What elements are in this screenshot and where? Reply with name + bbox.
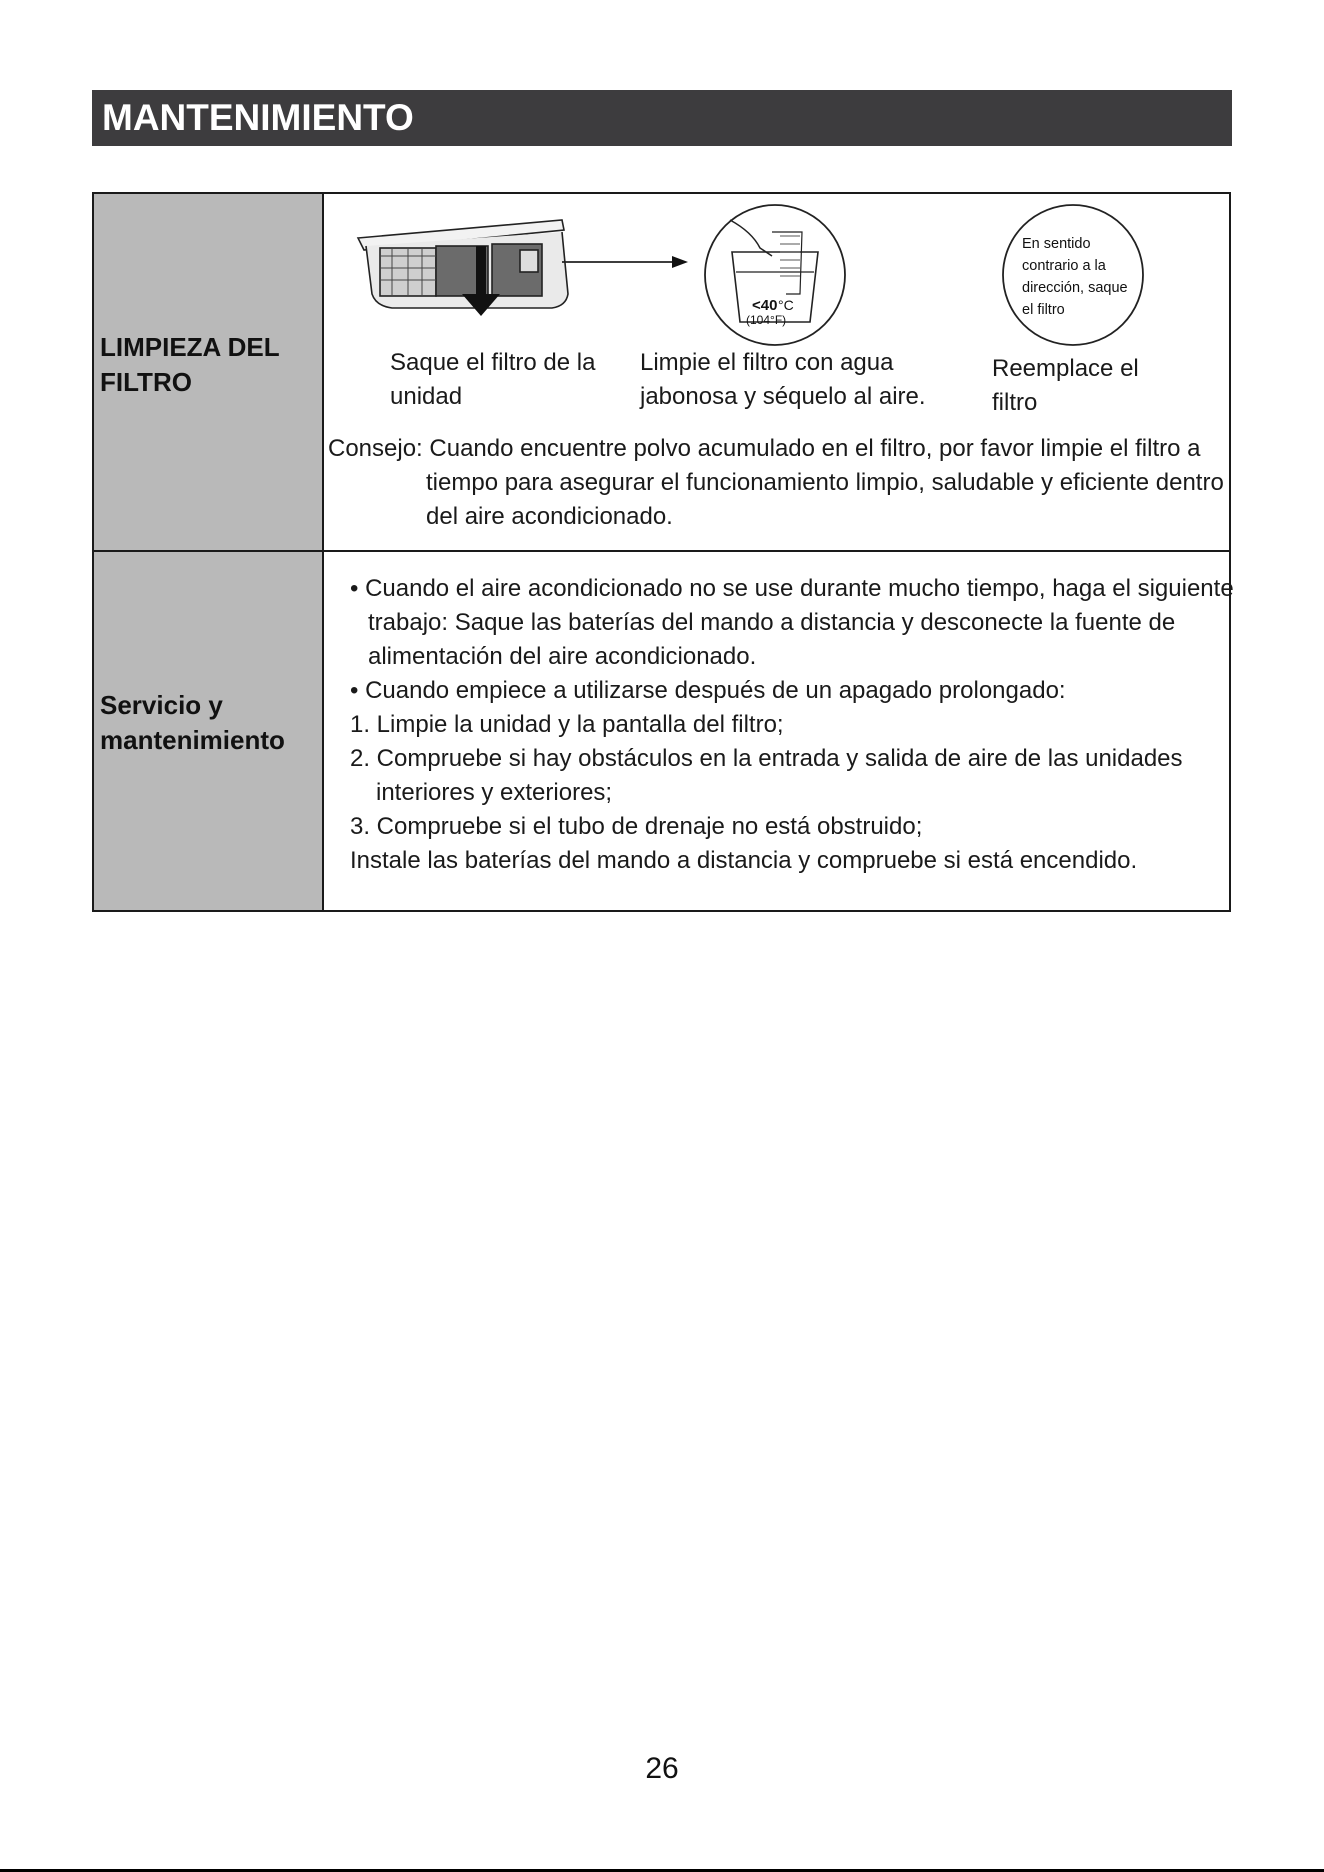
section-title: MANTENIMIENTO [92,90,1232,146]
step-caption-remove [390,346,595,414]
tip-line: del aire acondicionado. [426,503,673,530]
label-column [94,194,324,910]
filter-tip [328,432,1228,534]
service-line: • Cuando empiece a utilizarse después de un apagado prolongado: [350,677,1066,704]
step-caption-line: filtro [992,389,1038,416]
step-caption-wash [640,346,926,414]
service-line: 3. Compruebe si el tubo de drenaje no está obstruido; [350,813,923,840]
replace-note-line: dirección, saque [1022,280,1128,296]
step-caption-line: unidad [390,383,463,410]
replace-note-line: En sentido [1022,236,1091,252]
washing-filter-illustration [702,202,848,348]
step-caption-line: Reemplace el [992,355,1139,382]
service-instructions [350,572,1234,878]
tip-line: tiempo para asegurar el funcionamiento limpio, saludable y eficiente dentro [426,469,1224,496]
service-line: interiores y exteriores; [376,779,613,806]
page-number: 26 [645,1752,679,1785]
replace-note-line: el filtro [1022,302,1065,318]
service-line: 1. Limpie la unidad y la pantalla del filtro; [350,711,784,738]
water-temp-fahrenheit: (104°F) [746,313,787,327]
row-divider [94,550,1229,552]
service-line: • Cuando el aire acondicionado no se use durante mucho tiempo, haga el siguiente [350,575,1234,602]
step-caption-line: Saque el filtro de la [390,349,596,376]
water-temp-celsius: <40 [752,297,778,314]
filter-cleaning-label-line: FILTRO [100,367,192,397]
filter-cleaning-label [100,330,280,400]
filter-cleaning-label-line: LIMPIEZA DEL [100,332,280,362]
service-label-line: mantenimiento [100,725,285,755]
replace-note-line: contrario a la [1022,258,1106,274]
step-caption-line: Limpie el filtro con agua [640,349,894,376]
service-label-line: Servicio y [100,690,223,720]
water-temp-celsius-unit: °C [778,297,794,313]
step-caption-line: jabonosa y séquelo al aire. [640,383,926,410]
service-line: trabajo: Saque las baterías del mando a distancia y desconecte la fuente de [368,609,1176,636]
tip-line: Consejo: Cuando encuentre polvo acumulado en el filtro, por favor limpie el filtro a [328,435,1201,462]
service-line: alimentación del aire acondicionado. [368,643,757,670]
maintenance-table [92,192,1234,912]
service-label [100,688,285,758]
service-line: Instale las baterías del mando a distancia y compruebe si está encendido. [350,847,1138,874]
replace-filter-note [1000,202,1146,348]
step-caption-replace [992,352,1139,420]
service-line: 2. Compruebe si hay obstáculos en la entrada y salida de aire de las unidades [350,745,1183,772]
